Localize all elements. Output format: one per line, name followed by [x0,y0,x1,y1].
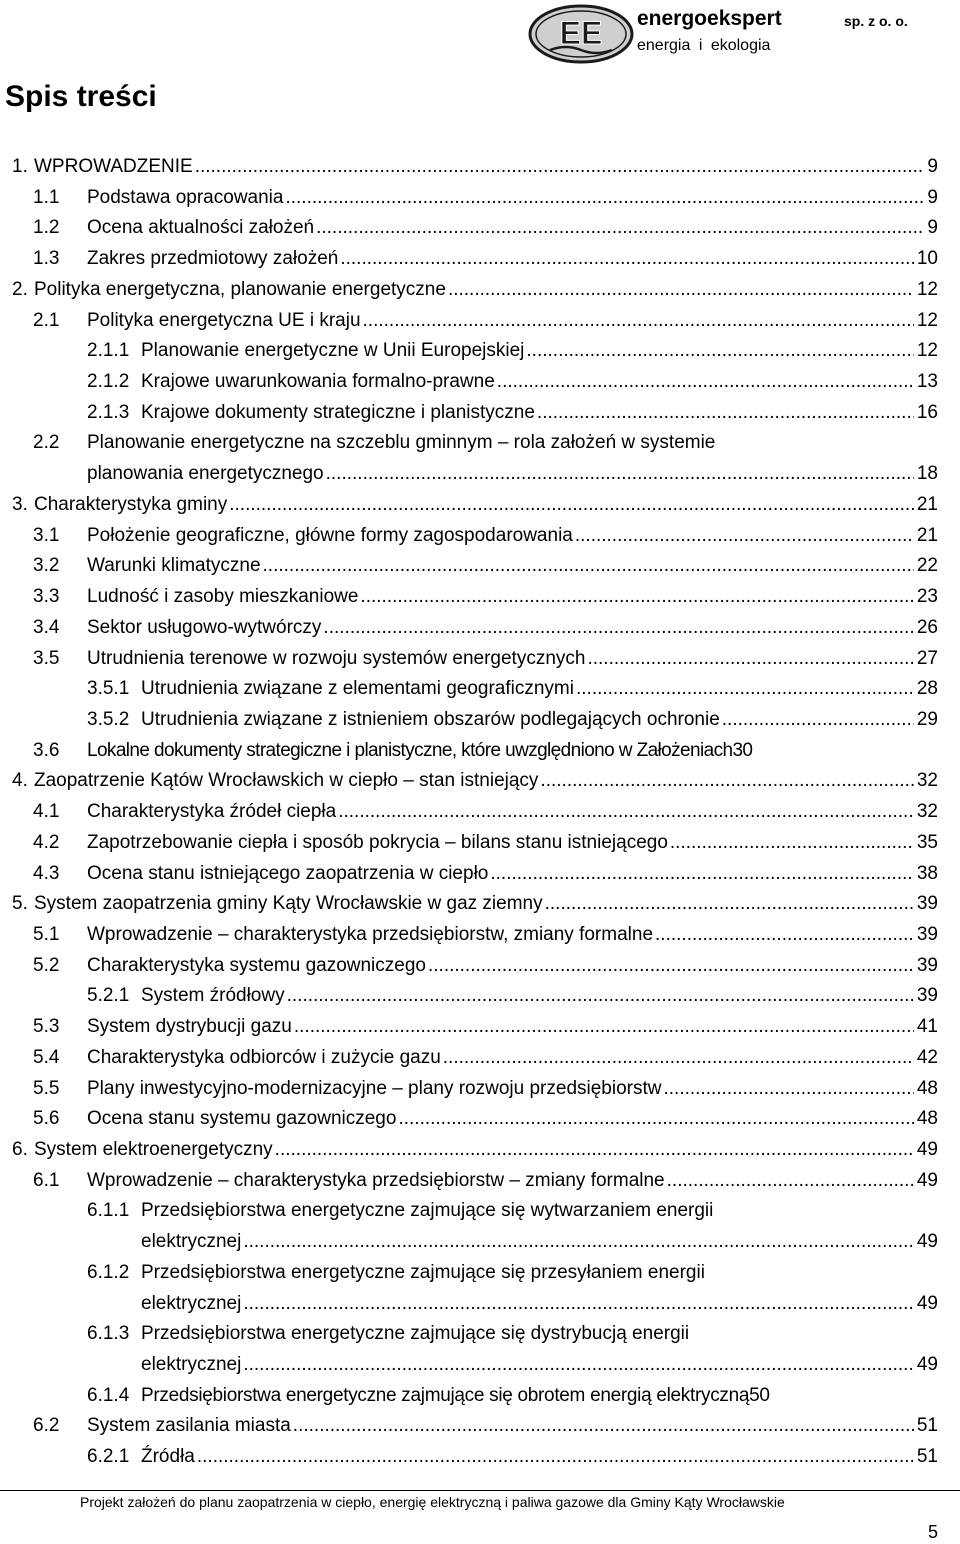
toc-leader-dots [448,275,914,306]
toc-leader-dots [316,213,924,244]
toc-entry[interactable] [0,306,960,337]
toc-entry-number: 3. [12,493,28,515]
toc-entry-number: 5.1 [33,923,60,945]
toc-entry-page: 23 [916,586,938,608]
toc-title: Spis treści [5,80,157,113]
toc-entry[interactable] [0,1104,960,1135]
toc-entry-number: 4.3 [33,862,60,884]
toc-entry-page: 51 [916,1415,938,1437]
toc-entry[interactable] [0,521,960,552]
toc-entry-page: 48 [916,1077,938,1099]
toc-entry-page: 28 [916,678,938,700]
toc-entry-number: 1.3 [33,248,60,270]
toc-entry-title: Charakterystyka systemu gazowniczego [87,954,426,976]
toc-entry[interactable] [0,1319,960,1350]
toc-entry-number: 5.4 [33,1046,60,1068]
toc-entry-title: Przedsiębiorstwa energetyczne zajmujące się dystrybucją energii [141,1323,690,1345]
toc-entry-title: Utrudnienia terenowe w rozwoju systemów energetycznych [87,647,586,669]
toc-entry-number: 3.5.2 [87,708,130,730]
toc-entry-number: 2.1.2 [87,371,130,393]
toc-leader-dots [294,1012,914,1043]
toc-leader-dots [443,1043,914,1074]
toc-entry-title: System elektroenergetyczny [34,1139,273,1160]
toc-entry-title: Przedsiębiorstwa energetyczne zajmujące się obrotem energią elektryczną [141,1384,750,1406]
toc-entry[interactable] [0,367,960,398]
toc-leader-dots [497,367,914,398]
toc-leader-dots [275,1135,914,1166]
toc-entry[interactable] [0,1381,960,1412]
toc-entry-title: Ocena aktualności założeń [87,217,315,239]
toc-entry-number: 6.1.4 [87,1384,130,1406]
toc-entry-continuation[interactable] [0,1227,960,1258]
toc-entry-number: 4. [12,770,28,792]
toc-entry-page: 39 [916,985,938,1007]
table-of-contents [0,152,960,1473]
toc-entry-page: 49 [916,1231,938,1253]
toc-entry-number: 6.1.1 [87,1200,130,1222]
toc-entry[interactable] [0,797,960,828]
toc-leader-dots [670,828,914,859]
toc-entry-title: Plany inwestycyjno-modernizacyjne – plany rozwoju przedsiębiorstw [87,1077,662,1099]
toc-entry-page: 22 [916,555,938,577]
toc-entry-title: Utrudnienia związane z elementami geograficznymi [141,678,574,700]
toc-entry-number: 1.2 [33,217,60,239]
toc-entry-title: Wprowadzenie – charakterystyka przedsiębiorstw – zmiany formalne [87,1169,665,1191]
toc-entry-title: System dystrybucji gazu [87,1016,292,1038]
toc-leader-dots [340,244,914,275]
toc-entry-title: Polityka energetyczna, planowanie energetyczne [34,278,446,300]
toc-entry-title: Ludność i zasoby mieszkaniowe [87,586,359,608]
toc-entry-continuation[interactable] [0,1289,960,1320]
toc-leader-dots [243,1350,914,1381]
company-name: energoekspert [637,7,782,30]
toc-entry-number: 3.1 [33,524,60,546]
toc-entry-number: 3.6 [33,739,60,761]
toc-entry-page: 35 [916,831,938,853]
toc-entry-title: Zaopatrzenie Kątów Wrocławskich w ciepło – stan istniejący [34,770,539,792]
toc-leader-dots [526,336,913,367]
toc-entry-page: 50 [749,1384,770,1406]
toc-entry[interactable] [0,275,960,306]
toc-leader-dots [722,705,914,736]
toc-entry-title: Podstawa opracowania [87,186,284,208]
toc-leader-dots [293,1411,914,1442]
toc-leader-dots [537,398,914,429]
toc-entry[interactable] [0,736,960,767]
toc-entry[interactable] [0,1442,960,1473]
toc-entry[interactable] [0,889,960,920]
toc-entry[interactable] [0,398,960,429]
toc-entry-page: 39 [916,954,938,976]
toc-entry-number: 5.6 [33,1108,60,1130]
toc-entry-title: Polityka energetyczna UE i kraju [87,309,361,331]
toc-entry-title: Charakterystyka odbiorców i zużycie gazu [87,1046,441,1068]
energoekspert-logo-icon [528,4,634,64]
toc-entry-continuation[interactable] [0,1350,960,1381]
toc-entry-number: 6.1 [33,1169,60,1191]
toc-entry-page: 21 [916,493,938,515]
toc-leader-dots [575,521,914,552]
toc-entry-number: 3.4 [33,616,60,638]
toc-entry-page: 39 [916,923,938,945]
toc-leader-dots [263,551,914,582]
toc-leader-dots [655,920,914,951]
toc-entry-number: 5.2 [33,954,60,976]
toc-leader-dots [285,183,924,214]
toc-entry-number: 6.1.2 [87,1261,130,1283]
toc-entry-page: 10 [916,248,938,270]
toc-entry[interactable] [0,582,960,613]
toc-leader-dots [287,981,914,1012]
toc-entry-title: Ocena stanu istniejącego zaopatrzenia w ciepło [87,862,489,884]
toc-leader-dots [540,766,913,797]
toc-entry[interactable] [0,1135,960,1166]
toc-entry-number: 3.3 [33,586,60,608]
toc-leader-dots [360,582,913,613]
toc-entry-title-continuation: elektrycznej [141,1354,242,1376]
toc-entry[interactable] [0,1043,960,1074]
toc-entry[interactable] [0,644,960,675]
toc-entry-page: 26 [916,616,938,638]
toc-entry-number: 6.2.1 [87,1446,130,1468]
toc-entry[interactable] [0,828,960,859]
toc-entry-page: 49 [916,1169,938,1191]
toc-entry-title-continuation: elektrycznej [141,1292,242,1314]
toc-entry-number: 1. [12,156,28,177]
toc-entry-title-continuation: elektrycznej [141,1231,242,1253]
toc-entry[interactable] [0,213,960,244]
toc-entry-continuation[interactable] [0,459,960,490]
toc-entry-page: 42 [916,1046,938,1068]
toc-entry-page: 49 [916,1292,938,1314]
toc-leader-dots [229,490,914,521]
toc-leader-dots [243,1289,914,1320]
toc-entry[interactable] [0,152,960,183]
toc-entry-page: 12 [916,309,938,331]
page-number: 5 [927,1522,938,1542]
toc-entry-number: 5.3 [33,1016,60,1038]
toc-entry-title: Ocena stanu systemu gazowniczego [87,1108,397,1130]
toc-entry-title: System zasilania miasta [87,1415,291,1437]
toc-entry[interactable] [0,613,960,644]
toc-entry-title-continuation: planowania energetycznego [87,463,324,485]
footer-divider [0,1490,960,1491]
toc-entry[interactable] [0,920,960,951]
toc-entry-page: 49 [916,1354,938,1376]
toc-entry-page: 9 [927,186,938,208]
toc-entry-page: 32 [916,770,938,792]
toc-leader-dots [326,459,914,490]
toc-leader-dots [363,306,914,337]
toc-entry-page: 51 [916,1446,938,1468]
toc-entry-page: 18 [916,463,938,485]
toc-leader-dots [576,674,914,705]
toc-entry-page: 21 [916,524,938,546]
toc-entry-title: Źródła [141,1446,195,1468]
toc-entry-page: 9 [927,156,938,177]
toc-leader-dots [243,1227,914,1258]
toc-entry-title: Położenie geograficzne, główne formy zagospodarowania [87,524,573,546]
toc-entry[interactable] [0,981,960,1012]
toc-leader-dots [490,859,914,890]
company-tagline: energia i ekologia [637,37,771,54]
toc-entry[interactable] [0,766,960,797]
toc-entry-number: 1.1 [33,186,60,208]
toc-entry-title: Warunki klimatyczne [87,555,261,577]
toc-entry-number: 4.1 [33,801,60,823]
toc-entry-page: 38 [916,862,938,884]
toc-entry-title: Charakterystyka gminy [34,493,228,515]
toc-entry-title: Charakterystyka źródeł ciepła [87,801,337,823]
toc-entry-number: 5. [12,893,28,915]
toc-entry-number: 2. [12,278,28,300]
toc-entry[interactable] [0,336,960,367]
toc-entry-page: 12 [916,340,938,362]
toc-entry-number: 2.1.1 [87,340,130,362]
toc-entry-page: 30 [732,739,753,761]
toc-entry-title: Planowanie energetyczne na szczeblu gminnym – rola założeń w systemie [87,432,716,454]
toc-entry-title: Krajowe uwarunkowania formalno-prawne [141,371,495,393]
toc-entry-title: System zaopatrzenia gminy Kąty Wrocławskie w gaz ziemny [34,893,543,915]
toc-entry-page: 48 [916,1108,938,1130]
toc-entry-title: Planowanie energetyczne w Unii Europejskiej [141,340,525,362]
toc-leader-dots [323,613,913,644]
toc-entry-number: 3.5 [33,647,60,669]
toc-entry-number: 2.1 [33,309,60,331]
toc-entry-title: Wprowadzenie – charakterystyka przedsiębiorstw, zmiany formalne [87,923,654,945]
toc-entry-title: Krajowe dokumenty strategiczne i planistyczne [141,401,535,423]
toc-entry-number: 6. [12,1139,28,1160]
toc-entry-page: 13 [916,371,938,393]
toc-entry[interactable] [0,244,960,275]
toc-entry[interactable] [0,1411,960,1442]
company-suffix: sp. z o. o. [844,13,908,29]
toc-entry[interactable] [0,183,960,214]
toc-leader-dots [398,1104,913,1135]
toc-entry-title: Utrudnienia związane z istnieniem obszarów podlegających ochronie [141,708,720,730]
toc-entry-number: 2.2 [33,432,60,454]
toc-entry[interactable] [0,1196,960,1227]
toc-entry-page: 39 [916,893,938,915]
toc-entry-page: 32 [916,801,938,823]
toc-leader-dots [545,889,914,920]
toc-entry-title: Przedsiębiorstwa energetyczne zajmujące się wytwarzaniem energii [141,1200,714,1222]
toc-entry-page: 16 [916,401,938,423]
toc-entry-page: 27 [916,647,938,669]
toc-entry-title: Przedsiębiorstwa energetyczne zajmujące się przesyłaniem energii [141,1261,705,1283]
toc-entry-number: 5.5 [33,1077,60,1099]
toc-entry-page: 29 [916,708,938,730]
toc-leader-dots [195,152,925,183]
toc-entry-title: WPROWADZENIE [34,156,193,177]
toc-leader-dots [338,797,914,828]
toc-leader-dots [663,1074,913,1105]
toc-entry-title: System źródłowy [141,985,285,1007]
toc-leader-dots [667,1166,914,1197]
toc-entry[interactable] [0,1166,960,1197]
toc-entry-page: 49 [916,1139,938,1160]
toc-entry-page: 9 [927,217,938,239]
toc-entry[interactable] [0,428,960,459]
toc-entry-number: 5.2.1 [87,985,130,1007]
toc-entry[interactable] [0,1074,960,1105]
toc-entry[interactable] [0,1258,960,1289]
footer-text: Projekt założeń do planu zaopatrzenia w ciepło, energię elektryczną i paliwa gazowe dla Gminy Kąty Wrocławskie [80,1494,785,1510]
toc-leader-dots [428,951,914,982]
toc-entry[interactable] [0,1012,960,1043]
toc-entry-title: Sektor usługowo-wytwórczy [87,616,322,638]
toc-entry-number: 2.1.3 [87,401,130,423]
toc-leader-dots [197,1442,914,1473]
toc-entry-number: 3.5.1 [87,678,130,700]
toc-entry-page: 12 [916,278,938,300]
toc-entry[interactable] [0,705,960,736]
toc-entry[interactable] [0,674,960,705]
toc-entry-number: 4.2 [33,831,60,853]
toc-entry-number: 6.1.3 [87,1323,130,1345]
toc-entry-title: Lokalne dokumenty strategiczne i planistyczne, które uwzględniono w Założeniach [87,739,733,761]
toc-entry-number: 6.2 [33,1415,60,1437]
toc-entry-number: 3.2 [33,555,60,577]
toc-entry[interactable] [0,859,960,890]
toc-entry[interactable] [0,951,960,982]
toc-entry-page: 41 [916,1016,938,1038]
toc-entry[interactable] [0,551,960,582]
toc-entry-title: Zakres przedmiotowy założeń [87,248,339,270]
logo-text: EE [559,15,603,51]
toc-leader-dots [587,644,913,675]
toc-entry-title: Zapotrzebowanie ciepła i sposób pokrycia – bilans stanu istniejącego [87,831,668,853]
toc-entry[interactable] [0,490,960,521]
